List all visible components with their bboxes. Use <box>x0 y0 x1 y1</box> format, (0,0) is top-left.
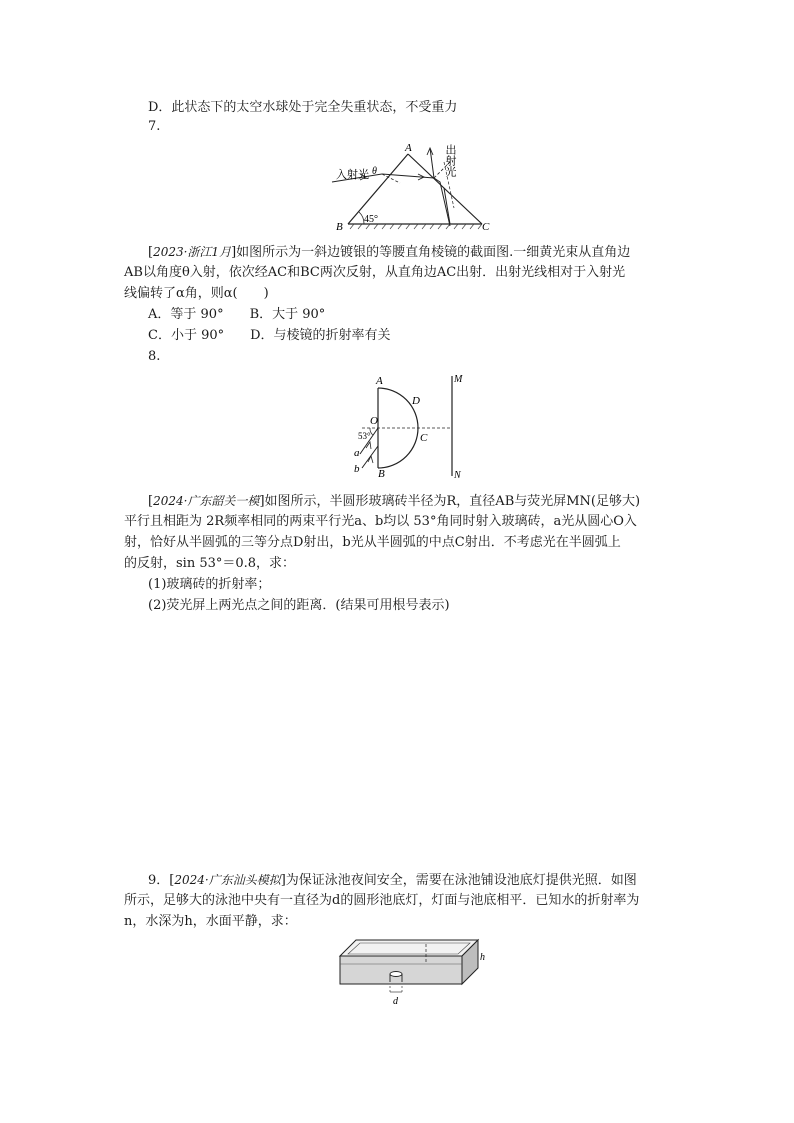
q8-number: 8. <box>148 349 161 364</box>
q9-label-d: d <box>393 996 398 1007</box>
q8-sub-question-1: (1)玻璃砖的折射率； <box>148 577 271 592</box>
q8-label-o: O <box>370 415 378 427</box>
q8-stem-line4: 的反射，sin 53°＝0.8，求： <box>124 556 296 571</box>
q7-theta: θ <box>372 166 377 177</box>
q8-label-b: B <box>378 468 385 480</box>
q8-label-a: A <box>376 375 383 387</box>
q8-ray-b-label: b <box>354 463 360 475</box>
q9-water-front <box>340 956 462 984</box>
q8-angle-53: 53° <box>358 431 371 441</box>
q7-angle-45: 45° <box>364 214 378 225</box>
q8-label-d: D <box>412 395 420 407</box>
q8-stem-line2: 平行且相距为 2R频率相同的两束平行光a、b均以 53°角同时射入玻璃砖，a光从圆心O入 <box>124 514 637 529</box>
q8-text-line1: 如图所示，半圆形玻璃砖半径为R，直径AB与荧光屏MN(足够大) <box>264 494 641 509</box>
q7-exit-label: 出射光 <box>444 144 456 177</box>
q7-source: 2023·浙江1月 <box>153 245 232 259</box>
q9-text-line1: 为保证泳池夜间安全，需要在泳池铺设池底灯提供光照．如图 <box>285 873 637 888</box>
q9-pool-top-face <box>340 940 478 956</box>
q9-stem-line1: 9．[2024·广东汕头模拟]为保证泳池夜间安全，需要在泳池铺设池底灯提供光照．如图 <box>148 873 637 888</box>
q7-label-c: C <box>482 221 490 233</box>
q7-prism-figure <box>330 138 500 236</box>
q7-incident-label: 入射光 <box>336 169 369 181</box>
q7-label-b: B <box>336 221 343 233</box>
q9-source: 2024·广东汕头模拟 <box>174 873 281 887</box>
q8-label-m: M <box>454 374 463 385</box>
q8-ray-a-label: a <box>354 447 360 459</box>
q7-number: 7. <box>148 119 161 134</box>
q9-label-h: h <box>480 952 485 963</box>
q8-semicircle-figure <box>340 368 480 480</box>
q8-sub-question-2: (2)荧光屏上两光点之间的距离．(结果可用根号表示) <box>148 598 450 613</box>
q7-text-line1: 如图所示为一斜边镀银的等腰直角棱镜的截面图.一细黄光束从直角边 <box>236 245 631 260</box>
q7-options-row2: C．小于 90° D．与棱镜的折射率有关 <box>148 328 391 343</box>
q7-options-row1: A．等于 90° B．大于 90° <box>148 307 326 322</box>
q8-ray-b <box>362 446 378 468</box>
q9-stem-line2: 所示，足够大的泳池中央有一直径为d的圆形池底灯，灯面与池底相平．已知水的折射率为 <box>124 893 640 908</box>
q9-number: 9． <box>148 873 170 888</box>
q6-option-d: D．此状态下的太空水球处于完全失重状态，不受重力 <box>148 100 458 115</box>
q8-source: 2024·广东韶关一模 <box>153 494 260 508</box>
q7-side-ab <box>348 154 408 224</box>
q7-stem-line3: 线偏转了α角，则α( ) <box>124 286 269 301</box>
q8-label-c: C <box>420 432 428 444</box>
q7-inner-ray <box>382 174 450 226</box>
q8-stem-line1: [2024·广东韶关一模]如图所示，半圆形玻璃砖半径为R，直径AB与荧光屏MN(足够大) <box>148 494 641 509</box>
q8-stem-line3: 射，恰好从半圆弧的三等分点D射出，b光从半圆弧的中点C射出．不考虑光在半圆弧上 <box>124 535 621 550</box>
q7-stem-line2: AB以角度θ入射，依次经AC和BC两次反射，从直角边AC出射．出射光线相对于入射光 <box>124 265 626 280</box>
q9-pool-figure <box>336 934 492 1008</box>
q7-stem-line1: [2023·浙江1月]如图所示为一斜边镀银的等腰直角棱镜的截面图.一细黄光束从直角边 <box>148 245 631 260</box>
q9-lamp <box>390 972 402 977</box>
q8-label-n: N <box>454 470 461 480</box>
q7-label-a: A <box>405 142 412 154</box>
q9-stem-line3: n，水深为h，水面平静，求： <box>124 914 297 929</box>
